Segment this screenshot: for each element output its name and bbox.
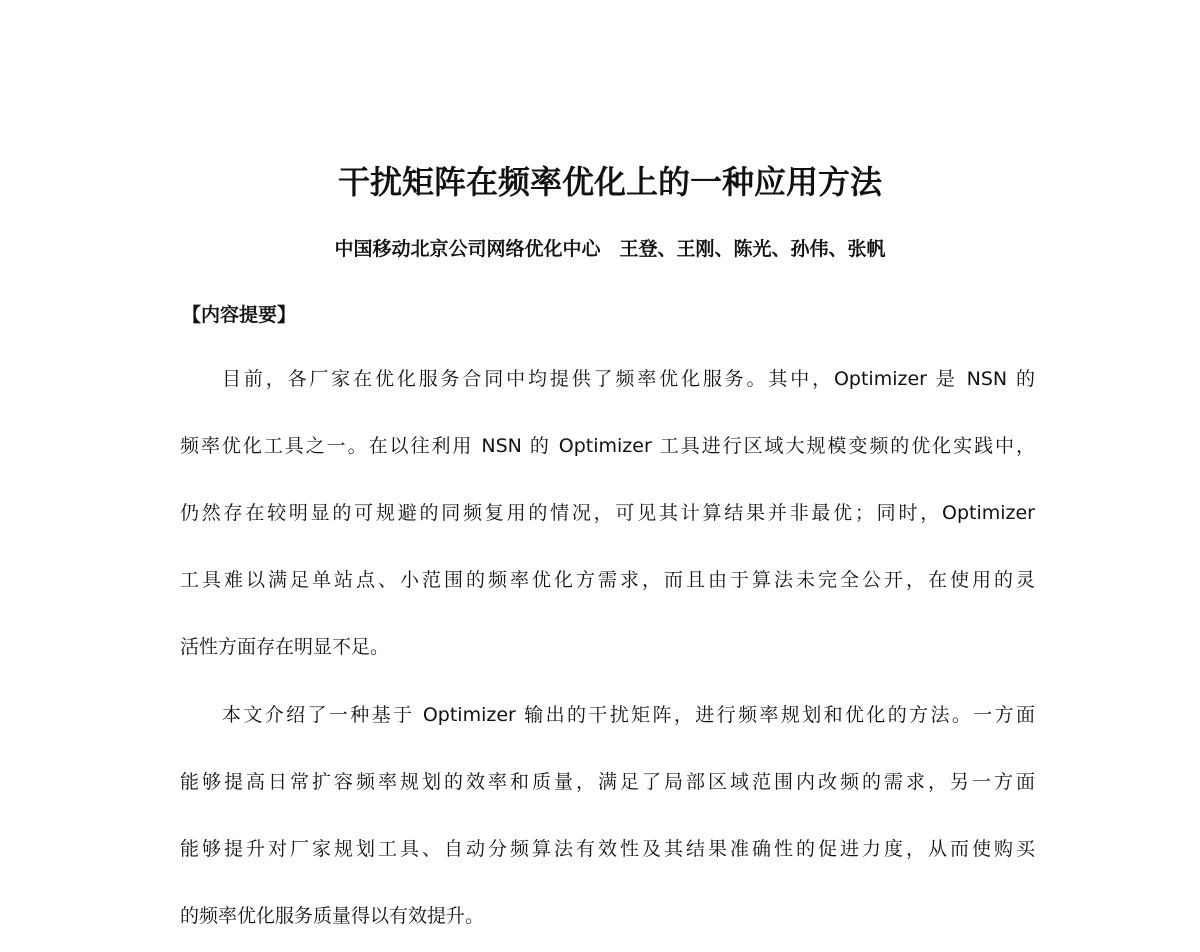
paragraph-line: 工具难以满足单站点、小范围的频率优化方需求，而且由于算法未完全公开，在使用的灵 [180, 569, 1035, 591]
paragraph-line: 目前，各厂家在优化服务合同中均提供了频率优化服务。其中，Optimizer 是 NSN 的 [222, 368, 1035, 390]
author-line: 中国移动北京公司网络优化中心 王登、王刚、陈光、孙伟、张帆 [334, 238, 886, 260]
paragraph-line: 的频率优化服务质量得以有效提升。 [180, 905, 485, 927]
paragraph-line: 能够提升对厂家规划工具、自动分频算法有效性及其结果准确性的促进力度，从而使购买 [180, 838, 1035, 860]
paragraph-line: 能够提高日常扩容频率规划的效率和质量，满足了局部区域范围内改频的需求，另一方面 [180, 771, 1035, 793]
document-title: 干扰矩阵在频率优化上的一种应用方法 [337, 163, 882, 201]
paragraph-line: 仍然存在较明显的可规避的同频复用的情况，可见其计算结果并非最优；同时，Optimizer [180, 502, 1035, 524]
paragraph-line: 频率优化工具之一。在以往利用 NSN 的 Optimizer 工具进行区域大规模变频的优化实践中， [180, 435, 1035, 457]
paragraph-line: 活性方面存在明显不足。 [180, 636, 390, 658]
section-heading: 【内容提要】 [182, 304, 297, 326]
paragraph-line: 本文介绍了一种基于 Optimizer 输出的干扰矩阵，进行频率规划和优化的方法。一方面 [222, 704, 1035, 726]
